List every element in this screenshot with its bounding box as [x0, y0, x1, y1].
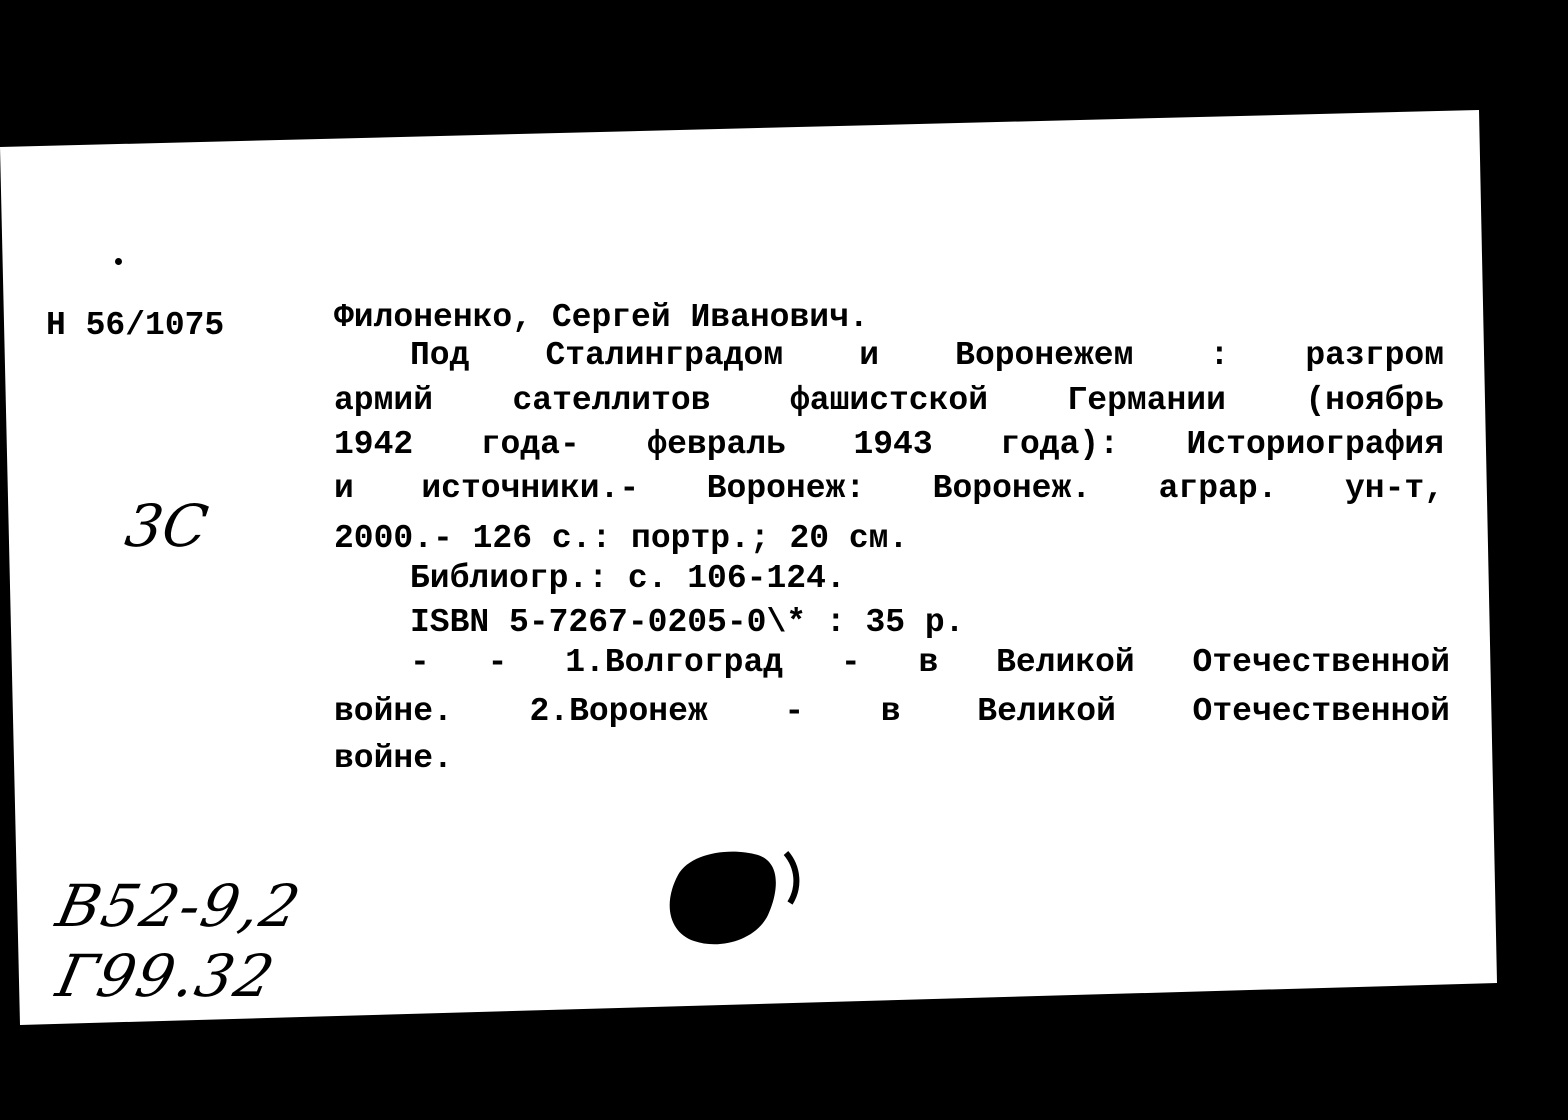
subject-line-1: - - 1.Волгоград - в Великой Отечественной — [410, 644, 1450, 681]
isbn-price: ISBN 5-7267-0205-0\* : 35 р. — [410, 604, 965, 641]
title-line-3: 1942 года- февраль 1943 года): Историография — [334, 426, 1444, 463]
imprint-line: и источники.- Воронеж: Воронеж. аграр. ун-т, — [334, 470, 1444, 507]
title-line-1: Под Сталинградом и Воронежем : разгром — [410, 337, 1444, 374]
title-line-2: армий сателлитов фашистской Германии (ноябрь — [334, 382, 1444, 419]
handwritten-class-2: Г99.32 — [50, 942, 282, 1010]
speck — [115, 258, 122, 265]
handwritten-mark: 3С — [121, 492, 213, 560]
subject-line-2: войне. 2.Воронеж - в Великой Отечественной — [334, 693, 1450, 730]
handwritten-class-1: В52-9,2 — [50, 872, 308, 940]
author-heading: Филоненко, Сергей Иванович. — [334, 299, 869, 336]
call-number: Н 56/1075 — [46, 307, 225, 344]
punch-hole — [660, 845, 810, 955]
collation-line: 2000.- 126 с.: портр.; 20 см. — [334, 520, 909, 557]
subject-line-3: войне. — [334, 740, 453, 777]
bibliography-note: Библиогр.: с. 106-124. — [410, 560, 846, 597]
